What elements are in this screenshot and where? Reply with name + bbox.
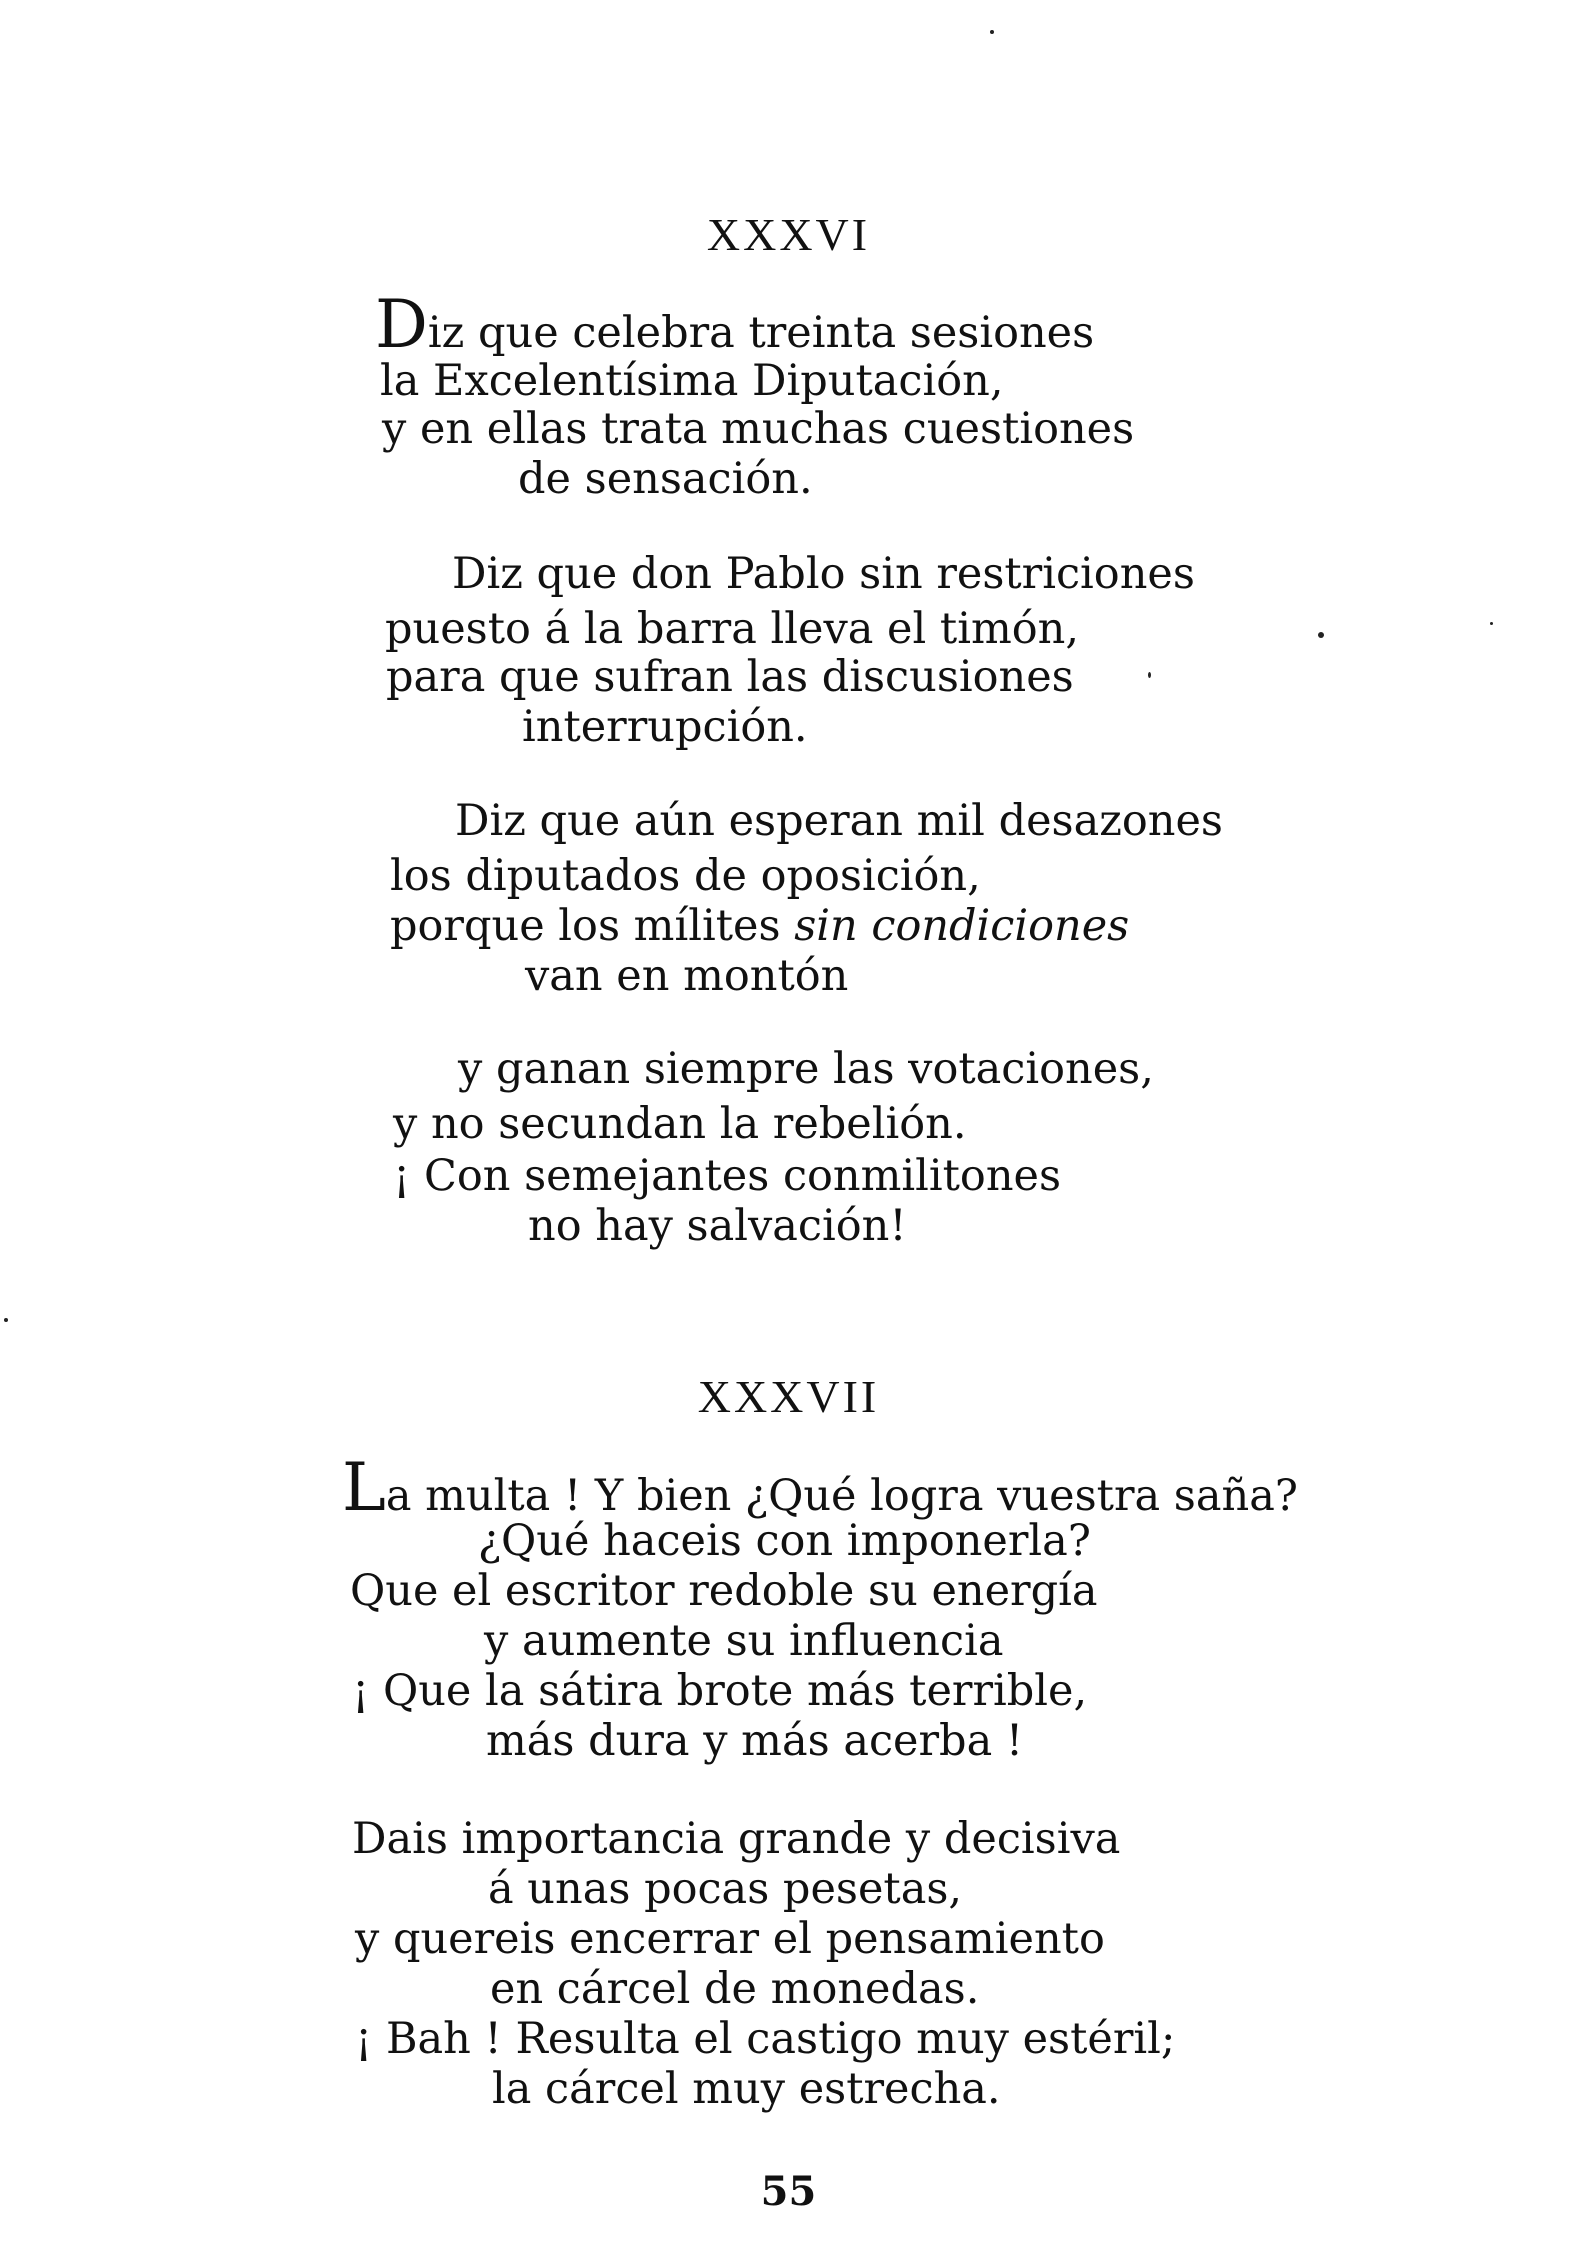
scan-speck bbox=[1148, 672, 1151, 678]
poem-37-line-3: Que el escritor redoble su energía bbox=[350, 1566, 1098, 1616]
scan-speck bbox=[1318, 632, 1324, 638]
poem-37-line-4: y aumente su influencia bbox=[484, 1616, 1004, 1666]
poem-37-line-9: y quereis encerrar el pensamiento bbox=[355, 1914, 1105, 1964]
poem-37-line-2: ¿Qué haceis con imponerla? bbox=[478, 1516, 1091, 1566]
poem-37-line-5: ¡ Que la sátira brote más terrible, bbox=[352, 1666, 1088, 1716]
poem-36-line-13: y ganan siempre las votaciones, bbox=[458, 1044, 1154, 1094]
poem-36-line-3: y en ellas trata muchas cuestiones bbox=[382, 404, 1135, 454]
poem-37-line-6: más dura y más acerba ! bbox=[486, 1716, 1024, 1766]
poem-heading-36: XXXVI bbox=[706, 209, 871, 260]
poem-36-line-1-text: iz que celebra treinta sesiones bbox=[427, 308, 1095, 358]
poem-37-line-1-text: a multa ! Y bien ¿Qué logra vuestra saña? bbox=[385, 1471, 1298, 1521]
scan-speck bbox=[4, 1318, 8, 1322]
scan-speck bbox=[990, 30, 994, 34]
poem-36-line-10: los diputados de oposición, bbox=[390, 851, 981, 901]
poem-36-line-6: puesto á la barra lleva el timón, bbox=[385, 604, 1079, 654]
poem-36-line-11-plain: porque los mílites bbox=[390, 901, 795, 951]
poem-37-line-10: en cárcel de monedas. bbox=[490, 1964, 980, 2014]
poem-37-line-12: la cárcel muy estrecha. bbox=[492, 2064, 1001, 2114]
poem-heading-37: XXXVII bbox=[697, 1371, 880, 1422]
page-number: 55 bbox=[760, 2168, 817, 2215]
poem-36-line-14: y no secundan la rebelión. bbox=[393, 1099, 967, 1149]
poem-36-line-1 bbox=[375, 286, 1095, 363]
poem-37-line-7: Dais importancia grande y decisiva bbox=[352, 1814, 1121, 1864]
poem-37-line-8: á unas pocas pesetas, bbox=[488, 1864, 963, 1914]
poem-36-line-8: interrupción. bbox=[522, 702, 808, 752]
poem-36-line-12: van en montón bbox=[525, 951, 849, 1001]
drop-cap: L bbox=[342, 1449, 386, 1526]
poem-36-line-7: para que sufran las discusiones bbox=[386, 652, 1074, 702]
poem-36-line-15: ¡ Con semejantes conmilitones bbox=[393, 1151, 1062, 1201]
poem-37-line-1 bbox=[342, 1449, 1298, 1526]
poem-36-line-2: la Excelentísima Diputación, bbox=[380, 356, 1004, 406]
poem-36-line-11-italic: sin condiciones bbox=[794, 901, 1130, 951]
poem-36-line-16: no hay salvación! bbox=[528, 1201, 907, 1251]
poem-37-line-11: ¡ Bah ! Resulta el castigo muy estéril; bbox=[355, 2014, 1176, 2064]
scan-speck bbox=[1490, 622, 1493, 625]
poem-36-line-5: Diz que don Pablo sin restriciones bbox=[452, 549, 1195, 599]
drop-cap: D bbox=[375, 286, 428, 363]
poem-36-line-4: de sensación. bbox=[518, 454, 813, 504]
poem-36-line-9: Diz que aún esperan mil desazones bbox=[455, 796, 1223, 846]
poem-36-line-11 bbox=[390, 901, 1130, 951]
